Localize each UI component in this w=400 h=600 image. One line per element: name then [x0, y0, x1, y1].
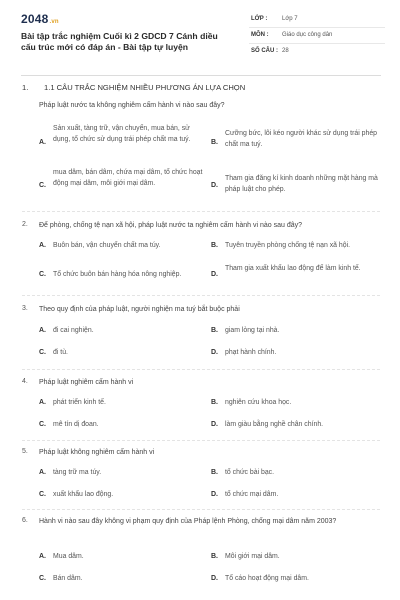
option-letter[interactable]: D. — [211, 491, 218, 498]
option-letter[interactable]: C. — [39, 349, 46, 356]
question-1-option-b[interactable]: Cưỡng bức, lôi kéo người khác sử dụng trái phép chất ma tuý. — [225, 130, 377, 148]
question-6-text: Hành vi nào sau đây không vi phạm quy định của Pháp lệnh Phòng, chống mại dâm năm 2003? — [39, 518, 337, 525]
option-letter[interactable]: B. — [211, 327, 218, 334]
question-4-option-b[interactable]: nghiên cứu khoa học. — [225, 399, 292, 406]
question-4-text: Pháp luật nghiêm cấm hành vi — [39, 379, 134, 386]
question-4-option-a[interactable]: phát triển kinh tế. — [53, 399, 106, 406]
question-number: 6. — [22, 517, 28, 524]
option-letter[interactable]: D. — [211, 421, 218, 428]
question-5-option-a[interactable]: tàng trữ ma túy. — [53, 469, 102, 476]
question-separator — [22, 369, 380, 370]
option-letter[interactable]: B. — [211, 469, 218, 476]
option-letter[interactable]: A. — [39, 469, 46, 476]
option-letter[interactable]: C. — [39, 271, 46, 278]
question-separator — [22, 509, 380, 510]
question-5-option-b[interactable]: tổ chức bài bạc. — [225, 469, 275, 476]
meta-value: Lớp 7 — [282, 16, 298, 22]
document-title: Bài tập trắc nghiệm Cuối kì 2 GDCD 7 Cánh diều cấu trúc mới có đáp án - Bài tập tự luyện — [21, 31, 218, 52]
question-1-option-a[interactable]: Sản xuất, tàng trữ, vận chuyển, mua bán, sử dụng, tổ chức sử dụng trái phép chất ma tuý. — [53, 125, 191, 143]
question-2-option-d[interactable]: Tham gia xuất khẩu lao động để làm kinh tế. — [225, 265, 361, 272]
question-separator — [22, 440, 380, 441]
question-separator — [22, 211, 380, 212]
question-number: 4. — [22, 378, 28, 385]
option-letter[interactable]: D. — [211, 182, 218, 189]
logo-suffix-text: .vn — [49, 19, 59, 25]
option-letter[interactable]: B. — [211, 139, 218, 146]
option-letter[interactable]: B. — [211, 553, 218, 560]
question-2-option-a[interactable]: Buôn bán, vận chuyển chất ma túy. — [53, 242, 161, 249]
option-letter[interactable]: B. — [211, 399, 218, 406]
meta-label: LỚP : — [251, 16, 268, 22]
logo-main-text: 2048 — [21, 12, 49, 26]
meta-row-class — [249, 12, 385, 28]
option-letter[interactable]: A. — [39, 327, 46, 334]
question-4-option-c[interactable]: mê tín dị đoan. — [53, 421, 99, 428]
option-letter[interactable]: A. — [39, 553, 46, 560]
header-divider — [21, 75, 381, 76]
meta-row-subject — [249, 28, 385, 44]
meta-value: 28 — [282, 48, 289, 54]
option-letter[interactable]: C. — [39, 421, 46, 428]
section-number: 1. — [22, 83, 29, 92]
question-3-option-b[interactable]: giam lỏng tại nhà. — [225, 327, 280, 334]
meta-label: SỐ CÂU : — [251, 48, 278, 54]
question-6-option-a[interactable]: Mua dâm. — [53, 553, 84, 560]
meta-value: Giáo dục công dân — [282, 32, 333, 38]
page-header — [0, 0, 400, 64]
question-separator — [22, 295, 380, 296]
question-number: 5. — [22, 448, 28, 455]
question-5-option-c[interactable]: xuất khẩu lao động. — [53, 491, 114, 498]
meta-label: MÔN : — [251, 32, 269, 38]
question-1-option-d[interactable]: Tham gia đăng kí kinh doanh những mặt hàng mà pháp luật cho phép. — [225, 175, 378, 193]
question-5-option-d[interactable]: tổ chức mại dâm. — [225, 491, 279, 498]
question-2-option-b[interactable]: Tuyên truyền phòng chống tệ nạn xã hội. — [225, 242, 351, 249]
question-2-text: Để phòng, chống tệ nạn xã hội, pháp luật nước ta nghiêm cấm hành vi nào sau đây? — [39, 222, 303, 229]
question-6-option-d[interactable]: Tổ cáo hoạt động mại dâm. — [225, 575, 309, 582]
question-4-option-d[interactable]: làm giàu bằng nghề chân chính. — [225, 421, 324, 428]
option-letter[interactable]: D. — [211, 349, 218, 356]
question-1-text: Pháp luật nước ta không nghiêm cấm hành vi nào sau đây? — [39, 102, 225, 109]
option-letter[interactable]: C. — [39, 575, 46, 582]
option-letter[interactable]: B. — [211, 242, 218, 249]
question-6-option-b[interactable]: Môi giới mại dâm. — [225, 553, 280, 560]
question-1-option-c[interactable]: mua dâm, bán dâm, chứa mại dâm, tổ chức hoạt động mại dâm, môi giới mại dâm. — [53, 169, 203, 187]
option-letter[interactable]: D. — [211, 271, 218, 278]
meta-row-count — [249, 44, 385, 59]
question-6-option-c[interactable]: Bán dâm. — [53, 575, 83, 582]
question-3-option-c[interactable]: đi tù. — [53, 349, 68, 356]
question-number: 3. — [22, 305, 28, 312]
section-title-text: 1.1 CÂU TRẮC NGHIỆM NHIỀU PHƯƠNG ÁN LỰA CHỌN — [44, 83, 246, 92]
option-letter[interactable]: A. — [39, 399, 46, 406]
option-letter[interactable]: C. — [39, 182, 46, 189]
question-5-text: Pháp luật không nghiêm cấm hành vi — [39, 449, 155, 456]
option-letter[interactable]: A. — [39, 139, 46, 146]
option-letter[interactable]: C. — [39, 491, 46, 498]
section-title — [22, 83, 245, 92]
question-2-option-c[interactable]: Tổ chức buôn bán hàng hóa nông nghiệp. — [53, 271, 182, 278]
meta-table — [249, 12, 385, 59]
question-3-text: Theo quy định của pháp luật, người nghiện ma tuý bắt buộc phải — [39, 306, 240, 313]
site-logo[interactable] — [21, 12, 59, 26]
question-3-option-d[interactable]: phạt hành chính. — [225, 349, 277, 356]
question-number: 2. — [22, 221, 28, 228]
option-letter[interactable]: D. — [211, 575, 218, 582]
option-letter[interactable]: A. — [39, 242, 46, 249]
question-3-option-a[interactable]: đi cai nghiện. — [53, 327, 94, 334]
